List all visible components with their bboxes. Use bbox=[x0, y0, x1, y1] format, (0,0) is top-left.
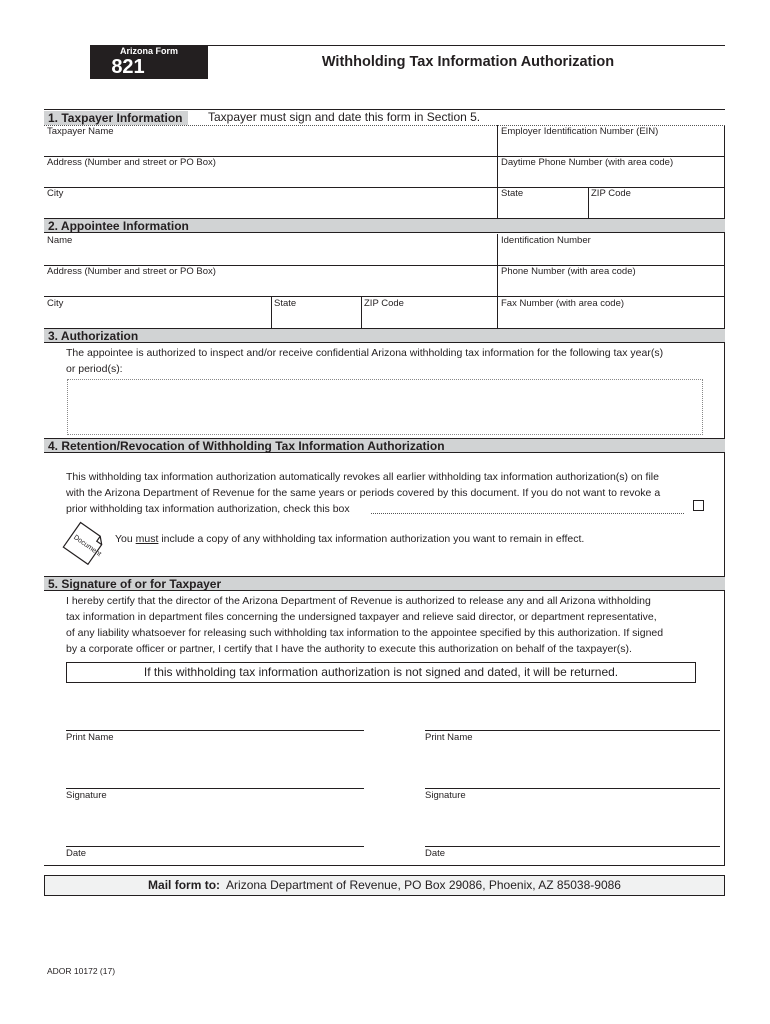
signature-label-right: Signature bbox=[425, 790, 466, 801]
document-icon bbox=[60, 518, 108, 566]
warning-text: If this withholding tax information authorization is not signed and dated, it will be returned. bbox=[143, 665, 619, 679]
certify-text-line4: by a corporate officer or partner, I certify that I have the authority to execute this authorization on behalf of the taxpayer(s). bbox=[66, 643, 632, 655]
authorization-text-line2: or period(s): bbox=[66, 363, 123, 375]
signature-line-left[interactable] bbox=[66, 788, 364, 789]
section2-title: 2. Appointee Information bbox=[48, 219, 189, 233]
section1-header bbox=[44, 109, 725, 126]
appointee-name-label: Name bbox=[47, 235, 73, 246]
appointee-fax-field[interactable] bbox=[498, 297, 724, 328]
retention-text-line1: This withholding tax information authorization automatically revokes all earlier withholding tax information authorization(s) on file bbox=[66, 471, 659, 483]
form-title: Withholding Tax Information Authorization bbox=[321, 54, 615, 70]
appointee-id-field[interactable] bbox=[498, 234, 724, 265]
section3-header bbox=[44, 328, 725, 343]
taxpayer-city-field[interactable] bbox=[44, 188, 497, 218]
mail-text bbox=[44, 878, 725, 892]
copy-note-post: include a copy of any withholding tax information authorization you want to remain in effect. bbox=[158, 533, 585, 545]
form-label: Arizona Form bbox=[119, 46, 178, 56]
appointee-zip-label: ZIP Code bbox=[364, 298, 404, 309]
authorization-text-line1: The appointee is authorized to inspect and/or receive confidential Arizona withholding tax information for the following tax year(s) bbox=[66, 347, 664, 359]
divider bbox=[271, 297, 272, 328]
appointee-phone-field[interactable] bbox=[498, 266, 724, 296]
signature-label-left: Signature bbox=[66, 790, 107, 801]
taxpayer-state-field[interactable] bbox=[498, 188, 588, 218]
section2-header bbox=[44, 218, 725, 233]
retention-text-line2: with the Arizona Department of Revenue for the same years or periods covered by this document. If you do not want to revoke a bbox=[66, 487, 661, 499]
divider bbox=[361, 297, 362, 328]
section4-title: 4. Retention/Revocation of Withholding Tax Information Authorization bbox=[48, 439, 445, 453]
section5-header bbox=[44, 576, 725, 591]
mail-label: Mail form to: bbox=[148, 878, 221, 892]
mail-address: Arizona Department of Revenue, PO Box 29086, Phoenix, AZ 85038-9086 bbox=[226, 878, 621, 892]
print-name-label-right: Print Name bbox=[425, 732, 473, 743]
appointee-city-label: City bbox=[47, 298, 64, 309]
ein-field[interactable] bbox=[498, 125, 724, 156]
certify-text-line3: of any liability whatsoever for releasing such withholding tax information to the appointee specified by this authorization. If signed bbox=[66, 627, 664, 639]
print-name-label-left: Print Name bbox=[66, 732, 114, 743]
section4-header bbox=[44, 438, 725, 453]
form-bottom-border bbox=[44, 865, 725, 866]
daytime-phone-field[interactable] bbox=[498, 157, 724, 187]
section3-title: 3. Authorization bbox=[48, 329, 139, 343]
retention-text-line3: prior withholding tax information authorization, check this box bbox=[66, 503, 350, 515]
section1-subtitle: Taxpayer must sign and date this form in Section 5. bbox=[208, 110, 481, 124]
appointee-phone-label: Phone Number (with area code) bbox=[501, 266, 636, 277]
date-line-right[interactable] bbox=[425, 846, 720, 847]
tax-years-textarea[interactable] bbox=[67, 379, 703, 435]
taxpayer-name-label: Taxpayer Name bbox=[47, 126, 114, 137]
taxpayer-name-field[interactable] bbox=[44, 125, 497, 156]
appointee-zip-field[interactable] bbox=[362, 297, 497, 328]
copy-note-pre: You bbox=[115, 533, 136, 545]
appointee-address-field[interactable] bbox=[44, 266, 497, 296]
document-icon-label: Document bbox=[72, 534, 103, 559]
print-name-line-right[interactable] bbox=[425, 730, 720, 731]
revoke-checkbox[interactable] bbox=[693, 500, 704, 511]
copy-note bbox=[115, 531, 584, 547]
appointee-fax-label: Fax Number (with area code) bbox=[501, 298, 625, 309]
section5-title: 5. Signature of or for Taxpayer bbox=[48, 577, 222, 591]
certify-text-line1: I hereby certify that the director of the Arizona Department of Revenue is authorized to release any and all Arizona withholding bbox=[66, 595, 651, 607]
form-number: 821 bbox=[111, 56, 145, 78]
taxpayer-city-label: City bbox=[47, 188, 64, 199]
appointee-id-label: Identification Number bbox=[501, 235, 591, 246]
form-code: ADOR 10172 (17) bbox=[47, 966, 116, 976]
taxpayer-zip-field[interactable] bbox=[589, 188, 724, 218]
header-rule bbox=[208, 45, 725, 46]
section1-title: 1. Taxpayer Information bbox=[44, 111, 188, 125]
appointee-address-label: Address (Number and street or PO Box) bbox=[47, 266, 216, 277]
divider bbox=[588, 188, 589, 218]
daytime-phone-label: Daytime Phone Number (with area code) bbox=[501, 157, 674, 168]
print-name-line-left[interactable] bbox=[66, 730, 364, 731]
taxpayer-state-label: State bbox=[501, 188, 524, 199]
date-label-left: Date bbox=[66, 848, 87, 859]
appointee-name-field[interactable] bbox=[44, 234, 497, 265]
appointee-state-field[interactable] bbox=[272, 297, 361, 328]
appointee-state-label: State bbox=[274, 298, 297, 309]
date-line-left[interactable] bbox=[66, 846, 364, 847]
ein-label: Employer Identification Number (EIN) bbox=[501, 126, 659, 137]
certify-text-line2: tax information in department files concerning the undersigned taxpayer and relieve said director, or department representative, bbox=[66, 611, 657, 623]
signature-line-right[interactable] bbox=[425, 788, 720, 789]
divider bbox=[497, 188, 498, 218]
appointee-city-field[interactable] bbox=[44, 297, 271, 328]
taxpayer-address-field[interactable] bbox=[44, 157, 497, 187]
date-label-right: Date bbox=[425, 848, 446, 859]
copy-note-must: must bbox=[135, 533, 159, 545]
leader-dots bbox=[371, 513, 684, 514]
taxpayer-zip-label: ZIP Code bbox=[591, 188, 631, 199]
taxpayer-address-label: Address (Number and street or PO Box) bbox=[47, 157, 216, 168]
